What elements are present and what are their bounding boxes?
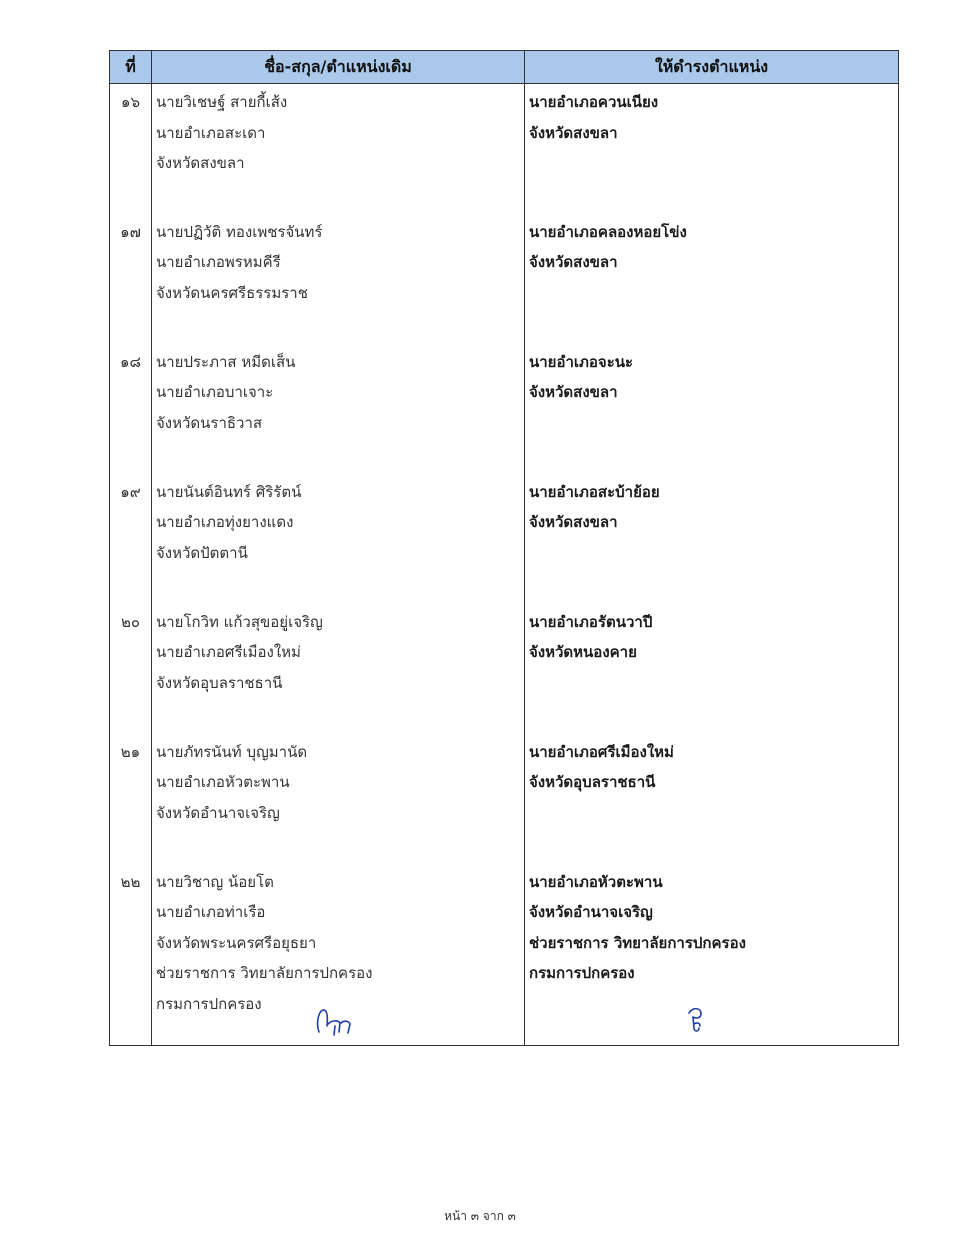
new-position-line: นายอำเภอคลองหอยโข่ง bbox=[529, 222, 687, 241]
new-position-line: จังหวัดสงขลา bbox=[529, 253, 618, 271]
cell-number bbox=[110, 474, 152, 604]
row-number: ๒๐ bbox=[120, 612, 141, 631]
row-number: ๑๗ bbox=[120, 222, 141, 241]
new-position-line: นายอำเภอหัวตะพาน bbox=[529, 872, 663, 891]
header-no: ที่ bbox=[110, 51, 152, 84]
page-number: หน้า ๓ จาก ๓ bbox=[444, 1209, 516, 1223]
initial-signature-left bbox=[310, 1002, 358, 1038]
new-position-line: จังหวัดอำนาจเจริญ bbox=[529, 903, 653, 921]
old-position-line: ช่วยราชการ วิทยาลัยการปกครอง bbox=[156, 964, 373, 982]
new-position-line: นายอำเภอศรีเมืองใหม่ bbox=[529, 742, 674, 761]
table-body bbox=[110, 84, 899, 1046]
cell-number bbox=[110, 214, 152, 344]
old-position-line: นายอำเภอท่าเรือ bbox=[156, 903, 266, 921]
cell-number bbox=[110, 344, 152, 474]
cell-number bbox=[110, 734, 152, 864]
old-position-line: นายอำเภอพรหมคีรี bbox=[156, 253, 281, 271]
row-number: ๑๖ bbox=[120, 93, 141, 111]
table-row bbox=[110, 474, 899, 604]
old-position-line: นายวิชาญ น้อยโต bbox=[156, 872, 274, 891]
new-position-line: จังหวัดสงขลา bbox=[529, 513, 618, 531]
old-position-line: นายอำเภอศรีเมืองใหม่ bbox=[156, 643, 301, 661]
cell-name-old-position bbox=[152, 344, 525, 474]
old-position-line: จังหวัดนราธิวาส bbox=[156, 413, 263, 432]
old-position-line: จังหวัดอำนาจเจริญ bbox=[156, 803, 280, 822]
new-position-line: กรมการปกครอง bbox=[529, 964, 635, 982]
table-row bbox=[110, 214, 899, 344]
old-position-line: นายวิเชษฐ์ สายกี้เส้ง bbox=[156, 93, 288, 111]
cell-new-position bbox=[525, 344, 899, 474]
table-header-row bbox=[110, 51, 899, 84]
table-row bbox=[110, 734, 899, 864]
cell-new-position bbox=[525, 734, 899, 864]
appointment-table bbox=[109, 50, 899, 1046]
old-position-line: นายประภาส หมีดเส็น bbox=[156, 352, 296, 371]
cell-new-position bbox=[525, 604, 899, 734]
old-position-line: จังหวัดนครศรีธรรมราช bbox=[156, 283, 308, 302]
old-position-line: นายโกวิท แก้วสุขอยู่เจริญ bbox=[156, 612, 323, 631]
cell-new-position bbox=[525, 474, 899, 604]
table-row bbox=[110, 864, 899, 1046]
old-position-line: กรมการปกครอง bbox=[156, 994, 262, 1013]
row-number: ๒๑ bbox=[120, 742, 141, 761]
table-row bbox=[110, 604, 899, 734]
table-row bbox=[110, 344, 899, 474]
cell-name-old-position bbox=[152, 474, 525, 604]
table-row bbox=[110, 84, 899, 214]
cell-number bbox=[110, 604, 152, 734]
cell-number bbox=[110, 864, 152, 1046]
new-position-line: จังหวัดสงขลา bbox=[529, 383, 618, 401]
cell-new-position bbox=[525, 864, 899, 1046]
new-position-line: นายอำเภอรัตนวาปี bbox=[529, 612, 653, 631]
header-name-old-position: ชื่อ-สกุล/ตำแหน่งเดิม bbox=[152, 51, 525, 84]
old-position-line: จังหวัดสงขลา bbox=[156, 154, 245, 172]
old-position-line: นายอำเภอทุ่งยางแดง bbox=[156, 513, 294, 531]
new-position-line: จังหวัดหนองคาย bbox=[529, 643, 637, 661]
old-position-line: จังหวัดปัตตานี bbox=[156, 543, 248, 562]
cell-new-position bbox=[525, 84, 899, 214]
initial-signature-right bbox=[684, 1004, 708, 1036]
old-position-line: นายภัทรนันท์ บุญมานัด bbox=[156, 742, 308, 761]
old-position-line: นายปฏิวัติ ทองเพชรจันทร์ bbox=[156, 222, 323, 241]
row-number: ๑๙ bbox=[120, 482, 141, 501]
new-position-line: จังหวัดสงขลา bbox=[529, 123, 618, 142]
row-number: ๒๒ bbox=[120, 872, 141, 891]
cell-number bbox=[110, 84, 152, 214]
old-position-line: นายอำเภอบาเจาะ bbox=[156, 383, 274, 401]
old-position-line: นายนันต์อินทร์ ศิริรัตน์ bbox=[156, 482, 302, 501]
cell-name-old-position bbox=[152, 214, 525, 344]
new-position-line: นายอำเภอจะนะ bbox=[529, 352, 634, 371]
old-position-line: นายอำเภอสะเดา bbox=[156, 123, 266, 142]
new-position-line: จังหวัดอุบลราชธานี bbox=[529, 773, 656, 791]
old-position-line: นายอำเภอหัวตะพาน bbox=[156, 773, 290, 791]
old-position-line: จังหวัดพระนครศรีอยุธยา bbox=[156, 933, 317, 952]
cell-name-old-position bbox=[152, 84, 525, 214]
new-position-line: นายอำเภอควนเนียง bbox=[529, 93, 659, 111]
cell-name-old-position bbox=[152, 734, 525, 864]
row-number: ๑๘ bbox=[119, 352, 142, 371]
header-new-position: ให้ดำรงตำแหน่ง bbox=[525, 51, 899, 84]
new-position-line: นายอำเภอสะบ้าย้อย bbox=[529, 482, 660, 501]
cell-new-position bbox=[525, 214, 899, 344]
new-position-line: ช่วยราชการ วิทยาลัยการปกครอง bbox=[529, 933, 746, 952]
old-position-line: จังหวัดอุบลราชธานี bbox=[156, 673, 283, 692]
cell-name-old-position bbox=[152, 604, 525, 734]
